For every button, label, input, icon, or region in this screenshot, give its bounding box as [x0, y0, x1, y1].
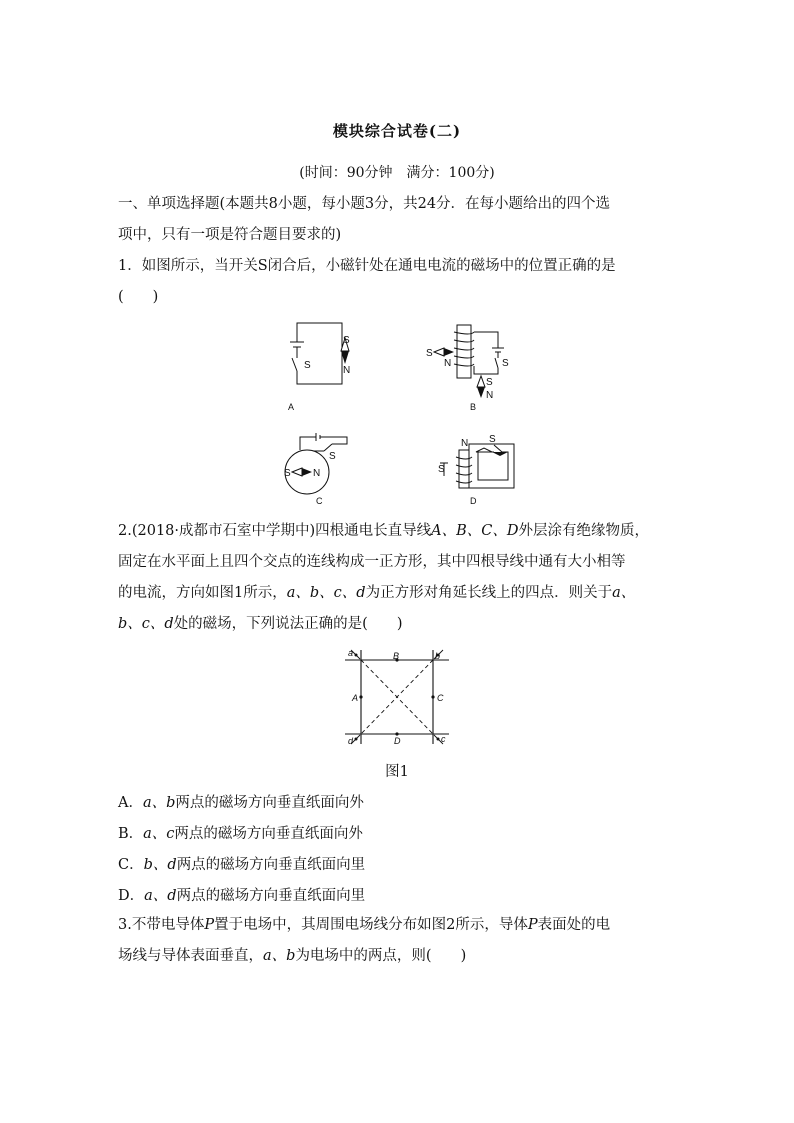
q1-figure-d [432, 430, 522, 510]
question-2-text [118, 516, 688, 640]
q2-wire-A: A [352, 693, 359, 703]
question-2-line-4: b、c、d处的磁场，下列说法正确的是( ) [118, 616, 403, 632]
q1b-caption: B [470, 402, 477, 412]
q1a-n-label: N [343, 365, 351, 376]
section-heading [118, 189, 688, 251]
q1d-s-label: S [489, 434, 496, 445]
q1-figure-b [424, 318, 524, 418]
q1-figure-a [285, 318, 365, 418]
q2-option-a[interactable]: A．a、b两点的磁场方向垂直纸面向外 [118, 795, 364, 811]
exam-time-info: (时间：90分钟 满分：100分) [299, 165, 495, 181]
question-1-text [118, 251, 688, 313]
q2-point-b: b [435, 651, 441, 661]
q1c-n-label: N [313, 468, 321, 479]
q2-option-d[interactable]: D．a、d两点的磁场方向垂直纸面向里 [118, 888, 366, 904]
q1-figure-c [282, 426, 372, 510]
q1b-switch-label: S [502, 358, 509, 369]
question-1-line-1: 1．如图所示，当开关S闭合后，小磁针处在通电电流的磁场中的位置正确的是 [118, 258, 616, 274]
q2-point-a: a [348, 648, 354, 658]
section-heading-line-2: 项中，只有一项是符合题目要求的) [118, 227, 342, 243]
figure-1-caption: 图1 [385, 764, 409, 780]
question-2-line-1: 2.(2018·成都市石室中学期中)四根通电长直导线A、B、C、D外层涂有绝缘物质， [118, 523, 650, 539]
q2-figure-square [343, 648, 453, 748]
q1d-switch-label: S [438, 464, 445, 475]
q1a-caption: A [288, 402, 295, 412]
q2-wire-B: B [393, 651, 400, 661]
q1b-needle-s-label: S [486, 377, 493, 388]
q2-option-b[interactable]: B．a、c两点的磁场方向垂直纸面向外 [118, 826, 363, 842]
q1b-n-label: N [444, 358, 452, 369]
q1d-caption: D [470, 496, 477, 506]
question-3-line-1: 3.不带电导体P置于电场中，其周围电场线分布如图2所示，导体P表面处的电 [118, 917, 611, 933]
question-1-answer-blank: ( ) [118, 289, 159, 305]
q2-point-d: d [348, 736, 354, 746]
q2-wire-C: C [437, 693, 444, 703]
question-3-text [118, 910, 688, 972]
q1a-s-label: S [343, 335, 350, 346]
question-3-line-2: 场线与导体表面垂直，a、b为电场中的两点，则( ) [118, 948, 467, 964]
question-2-line-3: 的电流，方向如图1所示，a、b、c、d为正方形对角延长线上的四点．则关于a、 [118, 585, 636, 601]
section-heading-line-1: 一、单项选择题(本题共8小题，每小题3分，共24分．在每小题给出的四个选 [118, 196, 611, 212]
q2-option-c[interactable]: C．b、d两点的磁场方向垂直纸面向里 [118, 857, 366, 873]
q2-wire-D: D [394, 736, 401, 746]
question-2-line-2: 固定在水平面上且四个交点的连线构成一正方形，其中四根导线中通有大小相等 [118, 554, 626, 570]
q1c-s-label: S [284, 468, 291, 479]
q1b-needle-n-label: N [486, 390, 494, 401]
q2-point-c: c [441, 734, 446, 744]
q1b-s-label: S [426, 348, 433, 359]
page-title: 模块综合试卷(二) [332, 122, 462, 140]
q1d-n-label: N [461, 438, 469, 449]
q1a-switch-label: S [304, 360, 311, 371]
q1c-switch-label: S [329, 451, 336, 462]
q1c-caption: C [316, 496, 323, 506]
